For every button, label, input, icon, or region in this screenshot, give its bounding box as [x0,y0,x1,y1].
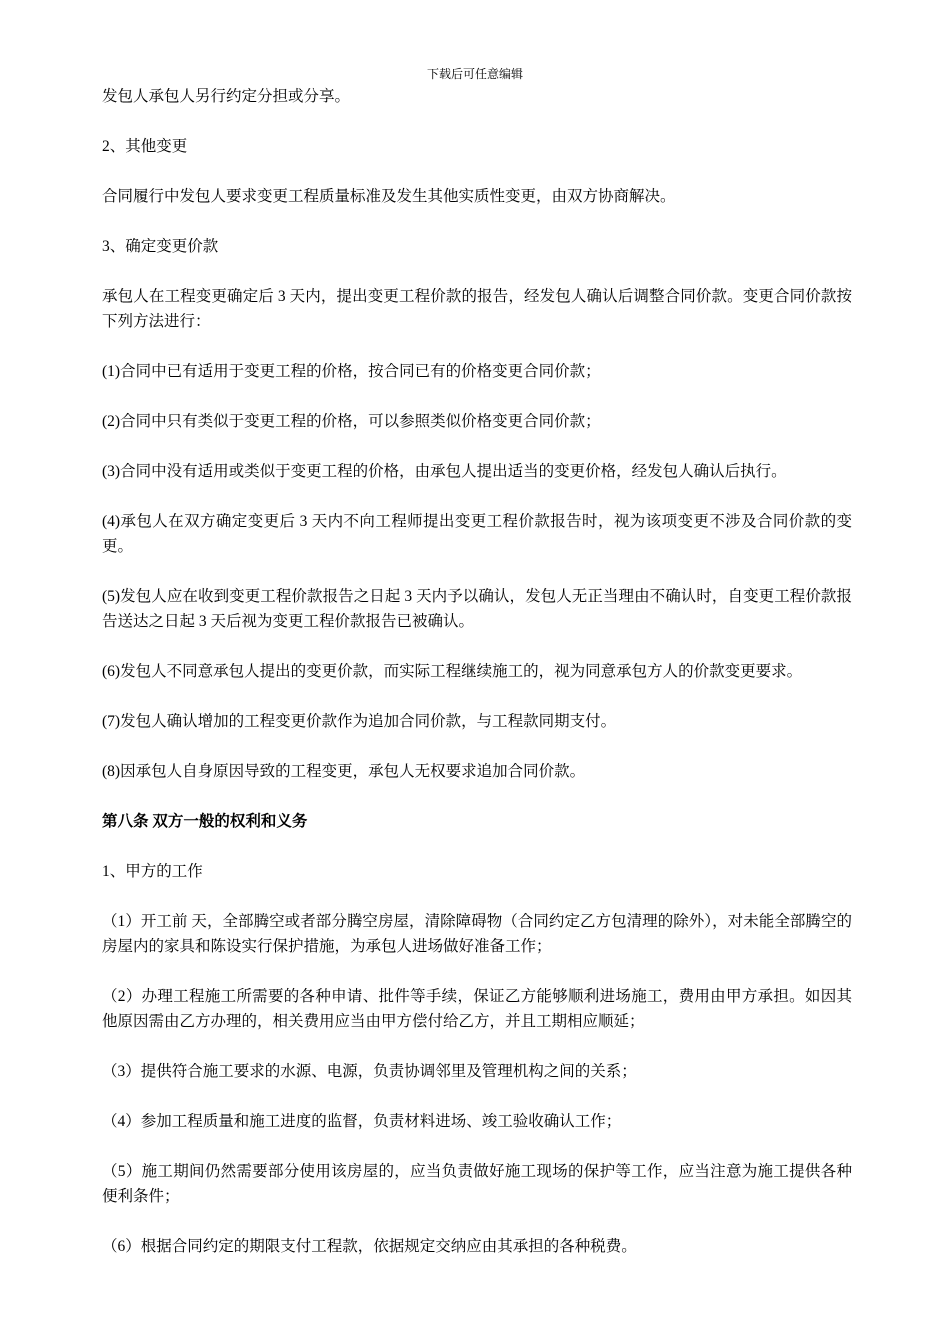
section-other-changes: 2、其他变更 [102,138,188,155]
section-change-price: 3、确定变更价款 [102,238,219,255]
paragraph-other-changes: 合同履行中发包人要求变更工程质量标准及发生其他实质性变更，由双方协商解决。 [102,188,676,205]
list-item-price-2: (2)合同中只有类似于变更工程的价格，可以参照类似价格变更合同价款； [102,413,601,430]
list-item-price-8: (8)因承包人自身原因导致的工程变更，承包人无权要求追加合同价款。 [102,763,586,780]
list-item-price-7: (7)发包人确认增加的工程变更价款作为追加合同价款，与工程款同期支付。 [102,713,617,730]
list-item-duty-1: （1）开工前 天，全部腾空或者部分腾空房屋，清除障碍物（合同约定乙方包清理的除外），对未能全部腾空的房屋内的家具和陈设实行保护措施，为承包人进场做好准备工作； [102,913,852,955]
document-body [102,84,852,1259]
list-item-duty-4: （4）参加工程质量和施工进度的监督，负责材料进场、竣工验收确认工作； [102,1113,622,1130]
list-item-duty-2: （2）办理工程施工所需要的各种申请、批件等手续，保证乙方能够顺利进场施工，费用由甲方承担。如因其他原因需由乙方办理的，相关费用应当由甲方偿付给乙方，并且工期相应顺延； [102,988,852,1030]
list-item-price-1: (1)合同中已有适用于变更工程的价格，按合同已有的价格变更合同价款； [102,363,601,380]
list-item-price-4: (4)承包人在双方确定变更后 3 天内不向工程师提出变更工程价款报告时，视为该项变更不涉及合同价款的变更。 [102,513,852,555]
list-item-duty-5: （5）施工期间仍然需要部分使用该房屋的，应当负责做好施工现场的保护等工作，应当注意为施工提供各种便利条件； [102,1163,852,1205]
article-eight-heading: 第八条 双方一般的权利和义务 [102,813,308,830]
list-item-duty-3: （3）提供符合施工要求的水源、电源，负责协调邻里及管理机构之间的关系； [102,1063,637,1080]
section-party-a-work: 1、甲方的工作 [102,863,203,880]
list-item-price-5: (5)发包人应在收到变更工程价款报告之日起 3 天内予以确认，发包人无正当理由不确认时，自变更工程价款报告送达之日起 3 天后视为变更工程价款报告已被确认。 [102,588,852,630]
list-item-price-6: (6)发包人不同意承包人提出的变更价款，而实际工程继续施工的，视为同意承包方人的价款变更要求。 [102,663,803,680]
list-item-duty-6: （6）根据合同约定的期限支付工程款，依据规定交纳应由其承担的各种税费。 [102,1238,637,1255]
list-item-price-3: (3)合同中没有适用或类似于变更工程的价格，由承包人提出适当的变更价格，经发包人确认后执行。 [102,463,787,480]
paragraph-cost-sharing: 发包人承包人另行约定分担或分享。 [102,88,351,105]
page-header: 下载后可任意编辑 [426,67,523,81]
paragraph-change-price-intro: 承包人在工程变更确定后 3 天内，提出变更工程价款的报告，经发包人确认后调整合同价款。变更合同价款按下列方法进行： [102,288,852,330]
